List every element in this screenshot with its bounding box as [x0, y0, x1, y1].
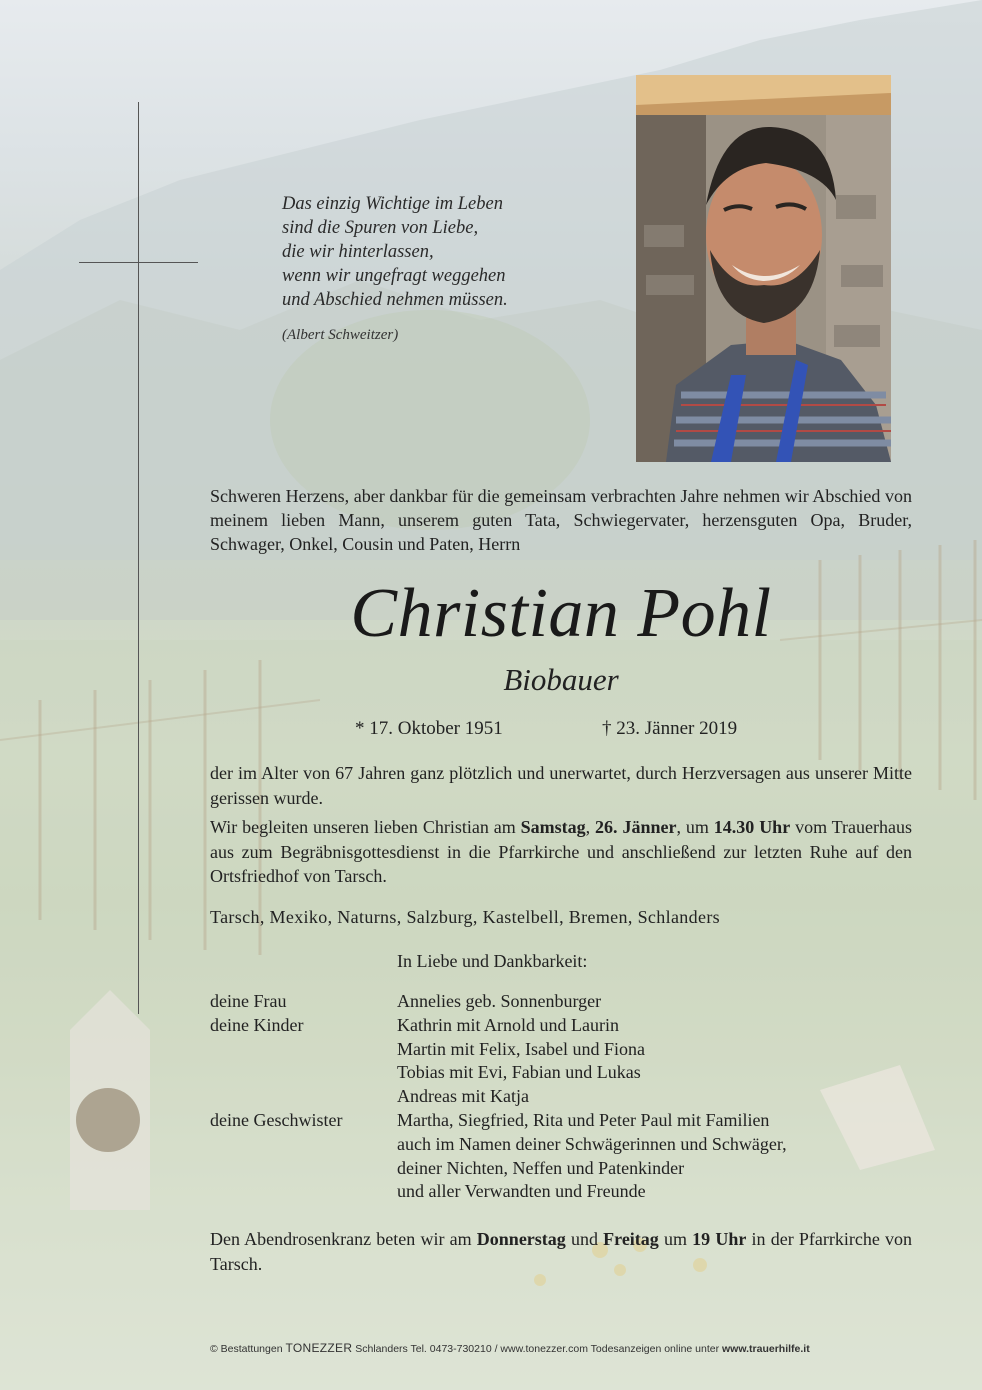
- rosary-time: 19 Uhr: [692, 1229, 747, 1249]
- mourner-names: und aller Verwandten und Freunde: [397, 1181, 646, 1202]
- thanks-heading: In Liebe und Dankbarkeit:: [397, 951, 588, 971]
- death-circumstances: der im Alter von 67 Jahren ganz plötzlich und unerwartet, durch Herzversagen aus unserer Mitte gerissen wurde.: [210, 763, 912, 808]
- funeral-text: , um: [676, 817, 714, 837]
- mourner-names: Annelies geb. Sonnenburger: [397, 991, 602, 1011]
- mourner-row: [210, 1180, 912, 1204]
- mourner-row: [210, 990, 912, 1014]
- mourner-relation: deine Kinder: [210, 1014, 304, 1035]
- funeral-date: 26. Jänner: [595, 817, 677, 837]
- mourner-names: deiner Nichten, Neffen und Patenkinder: [397, 1157, 685, 1178]
- quote-author: (Albert Schweitzer): [282, 327, 399, 343]
- mourner-row: [210, 1014, 912, 1038]
- deceased-name: Christian Pohl: [350, 575, 772, 652]
- portrait-photo: [636, 75, 891, 462]
- birth-date: * 17. Oktober 1951: [355, 718, 503, 739]
- death-date: † 23. Jänner 2019: [602, 718, 738, 739]
- cross-horizontal-bar: [79, 262, 198, 263]
- mourner-names: Martha, Siegfried, Rita und Peter Paul mit Familien: [397, 1109, 770, 1130]
- mourner-row: [210, 1085, 912, 1109]
- funeral-day: Samstag: [520, 817, 586, 837]
- mourner-row: [210, 1157, 912, 1181]
- mourner-relation: [210, 1180, 397, 1204]
- footer-text: © Bestattungen: [210, 1343, 286, 1355]
- footer-text: Schlanders Tel. 0473-730210 / www.tonezzer.com Todesanzeigen online unter: [352, 1343, 723, 1355]
- mourner-relation: [210, 1038, 397, 1062]
- quote-line: die wir hinterlassen,: [282, 242, 434, 262]
- footer-credits: [210, 1341, 810, 1355]
- mourner-names: Kathrin mit Arnold und Laurin: [397, 1014, 619, 1035]
- places-list: Tarsch, Mexiko, Naturns, Salzburg, Kastelbell, Bremen, Schlanders: [210, 907, 721, 927]
- rosary-text: Den Abendrosenkranz beten wir am: [210, 1229, 477, 1249]
- funeral-text: Wir begleiten unseren lieben Christian am: [210, 817, 521, 837]
- rosary-details: [210, 1227, 912, 1276]
- rosary-day: Freitag: [603, 1229, 659, 1249]
- rosary-text: in der Pfarrkirche von Tarsch.: [210, 1229, 913, 1274]
- quote-line: wenn wir ungefragt weggehen: [282, 266, 506, 286]
- mourner-relation: [210, 1085, 397, 1109]
- footer-brand: TONEZZER: [285, 1341, 353, 1355]
- mourner-row: [210, 1109, 912, 1133]
- mourner-relation: [210, 1061, 397, 1085]
- mourner-names: Andreas mit Katja: [397, 1086, 529, 1107]
- funeral-time: 14.30 Uhr: [713, 817, 791, 837]
- mourner-names: Tobias mit Evi, Fabian und Lukas: [397, 1062, 641, 1083]
- mourner-relation: deine Frau: [210, 991, 287, 1011]
- funeral-details: [210, 815, 912, 889]
- deceased-occupation: Biobauer: [503, 662, 619, 697]
- rosary-text: und: [565, 1229, 604, 1249]
- mourner-row: [210, 1038, 912, 1062]
- mourner-row: [210, 1133, 912, 1157]
- mourner-relation: [210, 1133, 397, 1157]
- footer-website-link[interactable]: www.trauerhilfe.it: [722, 1343, 810, 1355]
- intro-text: Schweren Herzens, aber dankbar für die gemeinsam verbrachten Jahre nehmen wir Abschied von meinem lieben Mann, unserem guten Tata, Schwiegervater, herzensguten Opa, Bruder, Schwager, Onkel, Cousin und Paten, Herrn: [210, 486, 912, 554]
- mourner-relation: [210, 1157, 397, 1181]
- cross-vertical-bar: [138, 102, 139, 1014]
- mourner-relation: deine Geschwister: [210, 1109, 343, 1130]
- mourners-list: [210, 990, 912, 1204]
- quote-line: und Abschied nehmen müssen.: [282, 290, 508, 310]
- mourner-names: Martin mit Felix, Isabel und Fiona: [397, 1038, 645, 1059]
- rosary-day: Donnerstag: [476, 1229, 566, 1249]
- mourner-names: auch im Namen deiner Schwägerinnen und Schwäger,: [397, 1133, 787, 1154]
- memorial-quote: [282, 192, 602, 312]
- quote-line: sind die Spuren von Liebe,: [282, 218, 479, 238]
- funeral-text: vom Trauerhaus aus zum Begräbnisgottesdienst in die Pfarrkirche und anschließend zur letzten Ruhe auf den Ortsfriedhof von Tarsch.: [210, 817, 912, 886]
- mourner-row: [210, 1061, 912, 1085]
- quote-line: Das einzig Wichtige im Leben: [282, 194, 503, 214]
- funeral-text: ,: [585, 817, 596, 837]
- rosary-text: um: [658, 1229, 693, 1249]
